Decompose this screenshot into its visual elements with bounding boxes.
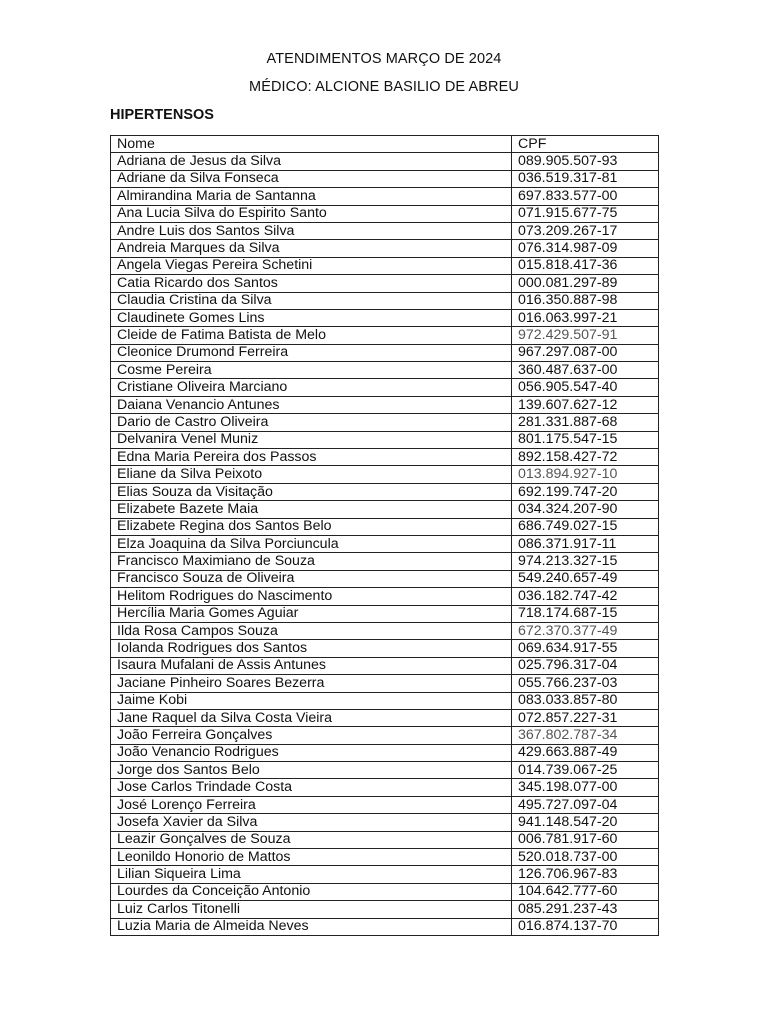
table-row: [111, 622, 659, 639]
patient-name-cell: João Venancio Rodrigues: [111, 744, 512, 761]
patient-name-cell: João Ferreira Gonçalves: [111, 727, 512, 744]
table-row: [111, 257, 659, 274]
patient-cpf-cell: 056.905.547-40: [512, 379, 659, 396]
patient-name-cell: Jaciane Pinheiro Soares Bezerra: [111, 675, 512, 692]
patient-name-cell: Delvanira Venel Muniz: [111, 431, 512, 448]
patient-name-cell: Adriane da Silva Fonseca: [111, 170, 512, 187]
patient-cpf-cell: 892.158.427-72: [512, 449, 659, 466]
patient-name-cell: Isaura Mufalani de Assis Antunes: [111, 657, 512, 674]
patient-cpf-cell: 006.781.917-60: [512, 831, 659, 848]
patient-name-cell: Josefa Xavier da Silva: [111, 814, 512, 831]
table-row: [111, 744, 659, 761]
patient-cpf-cell: 697.833.577-00: [512, 188, 659, 205]
table-row: [111, 414, 659, 431]
section-heading: HIPERTENSOS: [110, 107, 214, 123]
patient-name-cell: Daiana Venancio Antunes: [111, 396, 512, 413]
patient-cpf-cell: 073.209.267-17: [512, 222, 659, 239]
patient-name-cell: Lourdes da Conceição Antonio: [111, 883, 512, 900]
table-row: [111, 709, 659, 726]
table-row: [111, 883, 659, 900]
table-row: [111, 918, 659, 935]
table-row: [111, 153, 659, 170]
patient-cpf-cell: 686.749.027-15: [512, 518, 659, 535]
table-row: [111, 553, 659, 570]
table-row: [111, 796, 659, 813]
patient-name-cell: Lilian Siqueira Lima: [111, 866, 512, 883]
patient-cpf-cell: 718.174.687-15: [512, 605, 659, 622]
patient-cpf-cell: 672.370.377-49: [512, 622, 659, 639]
table-row: [111, 518, 659, 535]
table-row: [111, 640, 659, 657]
patient-cpf-cell: 085.291.237-43: [512, 901, 659, 918]
table-row: [111, 588, 659, 605]
patient-cpf-cell: 104.642.777-60: [512, 883, 659, 900]
patient-cpf-cell: 520.018.737-00: [512, 849, 659, 866]
patient-name-cell: Angela Viegas Pereira Schetini: [111, 257, 512, 274]
table-row: [111, 535, 659, 552]
patient-name-cell: Jorge dos Santos Belo: [111, 762, 512, 779]
patient-cpf-cell: 015.818.417-36: [512, 257, 659, 274]
patient-cpf-cell: 036.182.747-42: [512, 588, 659, 605]
patient-cpf-cell: 429.663.887-49: [512, 744, 659, 761]
table-row: [111, 901, 659, 918]
patient-name-cell: Elizabete Regina dos Santos Belo: [111, 518, 512, 535]
patient-cpf-cell: 036.519.317-81: [512, 170, 659, 187]
patient-cpf-cell: 014.739.067-25: [512, 762, 659, 779]
patient-name-cell: Ana Lucia Silva do Espirito Santo: [111, 205, 512, 222]
table-row: [111, 657, 659, 674]
patient-cpf-cell: 076.314.987-09: [512, 240, 659, 257]
table-row: [111, 762, 659, 779]
patient-cpf-cell: 126.706.967-83: [512, 866, 659, 883]
patient-name-cell: Francisco Maximiano de Souza: [111, 553, 512, 570]
table-row: [111, 362, 659, 379]
doctor-name-line: MÉDICO: ALCIONE BASILIO DE ABREU: [249, 79, 519, 95]
column-header-name: Nome: [111, 136, 512, 153]
patient-cpf-cell: 495.727.097-04: [512, 796, 659, 813]
table-row: [111, 727, 659, 744]
patient-cpf-cell: 086.371.917-11: [512, 535, 659, 552]
table-row: [111, 327, 659, 344]
column-header-cpf: CPF: [512, 136, 659, 153]
patient-name-cell: Claudinete Gomes Lins: [111, 309, 512, 326]
patient-name-cell: Cleide de Fatima Batista de Melo: [111, 327, 512, 344]
table-row: [111, 396, 659, 413]
patient-name-cell: Catia Ricardo dos Santos: [111, 275, 512, 292]
table-row: [111, 309, 659, 326]
patient-name-cell: José Lorenço Ferreira: [111, 796, 512, 813]
patients-table: [110, 135, 659, 936]
patient-cpf-cell: 974.213.327-15: [512, 553, 659, 570]
table-row: [111, 222, 659, 239]
patient-name-cell: Cristiane Oliveira Marciano: [111, 379, 512, 396]
patient-name-cell: Andreia Marques da Silva: [111, 240, 512, 257]
patient-name-cell: Francisco Souza de Oliveira: [111, 570, 512, 587]
patient-cpf-cell: 345.198.077-00: [512, 779, 659, 796]
table-row: [111, 170, 659, 187]
table-row: [111, 866, 659, 883]
table-row: [111, 449, 659, 466]
table-row: [111, 831, 659, 848]
patient-name-cell: Jose Carlos Trindade Costa: [111, 779, 512, 796]
patient-cpf-cell: 360.487.637-00: [512, 362, 659, 379]
patient-cpf-cell: 069.634.917-55: [512, 640, 659, 657]
table-row: [111, 466, 659, 483]
patient-name-cell: Edna Maria Pereira dos Passos: [111, 449, 512, 466]
patient-name-cell: Elias Souza da Visitação: [111, 483, 512, 500]
table-row: [111, 483, 659, 500]
table-row: [111, 501, 659, 518]
patient-name-cell: Leazir Gonçalves de Souza: [111, 831, 512, 848]
table-row: [111, 779, 659, 796]
patient-cpf-cell: 016.874.137-70: [512, 918, 659, 935]
patient-name-cell: Luzia Maria de Almeida Neves: [111, 918, 512, 935]
table-row: [111, 570, 659, 587]
patient-name-cell: Eliane da Silva Peixoto: [111, 466, 512, 483]
patient-name-cell: Ilda Rosa Campos Souza: [111, 622, 512, 639]
patient-name-cell: Hercília Maria Gomes Aguiar: [111, 605, 512, 622]
patient-cpf-cell: 801.175.547-15: [512, 431, 659, 448]
patient-cpf-cell: 016.063.997-21: [512, 309, 659, 326]
table-row: [111, 188, 659, 205]
table-row: [111, 275, 659, 292]
table-row: [111, 205, 659, 222]
patient-name-cell: Claudia Cristina da Silva: [111, 292, 512, 309]
patient-name-cell: Leonildo Honorio de Mattos: [111, 849, 512, 866]
patient-name-cell: Elizabete Bazete Maia: [111, 501, 512, 518]
patient-cpf-cell: 139.607.627-12: [512, 396, 659, 413]
table-row: [111, 814, 659, 831]
patient-cpf-cell: 367.802.787-34: [512, 727, 659, 744]
patient-name-cell: Helitom Rodrigues do Nascimento: [111, 588, 512, 605]
patient-cpf-cell: 016.350.887-98: [512, 292, 659, 309]
patient-cpf-cell: 972.429.507-91: [512, 327, 659, 344]
patient-cpf-cell: 072.857.227-31: [512, 709, 659, 726]
table-header-row: [111, 136, 659, 153]
patient-cpf-cell: 941.148.547-20: [512, 814, 659, 831]
patient-name-cell: Cleonice Drumond Ferreira: [111, 344, 512, 361]
patient-cpf-cell: 281.331.887-68: [512, 414, 659, 431]
patient-name-cell: Adriana de Jesus da Silva: [111, 153, 512, 170]
document-title: ATENDIMENTOS MARÇO DE 2024: [266, 51, 502, 67]
patient-name-cell: Elza Joaquina da Silva Porciuncula: [111, 535, 512, 552]
table-row: [111, 379, 659, 396]
patient-name-cell: Almirandina Maria de Santanna: [111, 188, 512, 205]
table-row: [111, 240, 659, 257]
table-row: [111, 292, 659, 309]
patient-cpf-cell: 549.240.657-49: [512, 570, 659, 587]
patient-cpf-cell: 692.199.747-20: [512, 483, 659, 500]
patient-name-cell: Cosme Pereira: [111, 362, 512, 379]
table-row: [111, 849, 659, 866]
patient-name-cell: Luiz Carlos Titonelli: [111, 901, 512, 918]
patient-cpf-cell: 083.033.857-80: [512, 692, 659, 709]
table-row: [111, 431, 659, 448]
patient-name-cell: Jane Raquel da Silva Costa Vieira: [111, 709, 512, 726]
patient-cpf-cell: 013.894.927-10: [512, 466, 659, 483]
patient-name-cell: Jaime Kobi: [111, 692, 512, 709]
patient-cpf-cell: 000.081.297-89: [512, 275, 659, 292]
patient-cpf-cell: 025.796.317-04: [512, 657, 659, 674]
table-row: [111, 692, 659, 709]
patient-cpf-cell: 089.905.507-93: [512, 153, 659, 170]
patient-cpf-cell: 967.297.087-00: [512, 344, 659, 361]
table-row: [111, 344, 659, 361]
table-row: [111, 605, 659, 622]
patient-cpf-cell: 034.324.207-90: [512, 501, 659, 518]
patient-name-cell: Dario de Castro Oliveira: [111, 414, 512, 431]
table-row: [111, 675, 659, 692]
patient-cpf-cell: 055.766.237-03: [512, 675, 659, 692]
patient-name-cell: Andre Luis dos Santos Silva: [111, 222, 512, 239]
patient-name-cell: Iolanda Rodrigues dos Santos: [111, 640, 512, 657]
table-body: [111, 153, 659, 936]
patient-cpf-cell: 071.915.677-75: [512, 205, 659, 222]
